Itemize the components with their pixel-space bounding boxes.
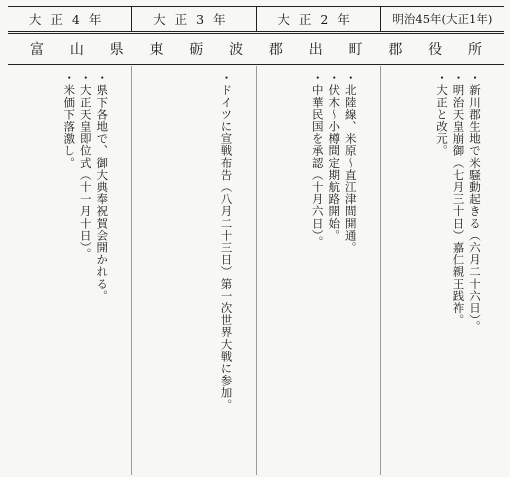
event-item: ・大正と改元。 <box>435 72 449 157</box>
event-item: ・新川郡生地で米騒動起きる（六月二十六日）。 <box>468 72 482 333</box>
event-list <box>217 72 234 411</box>
org-char: 県 <box>109 42 124 58</box>
org-char: 山 <box>69 42 84 58</box>
org-char: 波 <box>229 42 244 58</box>
events-column-meiji-45 <box>380 66 504 475</box>
event-item: ・ドイツに宣戦布告（八月二十三日）第一次世界大戦に参加。 <box>219 72 234 411</box>
events-column-taisho-2 <box>256 66 380 475</box>
org-char: 東 <box>149 42 164 58</box>
year-cell-taisho-3: 大正3年 <box>131 7 255 31</box>
event-item: ・北陸線、米原〜直江津間開通。 <box>343 72 358 254</box>
org-char: 砺 <box>189 42 204 58</box>
chronology-table <box>8 6 504 475</box>
year-cell-taisho-4: 大正4年 <box>28 12 111 27</box>
event-item: ・米価下落激し。 <box>62 72 77 169</box>
event-list <box>308 72 358 254</box>
event-list <box>433 72 483 332</box>
event-item: ・県下各地で、御大典奉祝賀会開かれる。 <box>95 72 110 302</box>
year-cell-taisho-2: 大正2年 <box>256 7 380 31</box>
year-cell-meiji-45: 明治45年(大正1年) <box>380 7 504 31</box>
organization-row <box>8 33 504 65</box>
event-item: ・伏木〜小樽間定期航路開始。 <box>327 72 342 242</box>
event-item: ・大正天皇即位式（十一月十日）。 <box>78 72 93 260</box>
org-char: 役 <box>428 42 443 58</box>
event-item: ・明治天皇崩御（七月三十日）嘉仁親王践祚。 <box>451 72 466 327</box>
org-char: 郡 <box>268 42 283 58</box>
org-char: 所 <box>467 42 482 58</box>
org-char: 出 <box>308 42 323 58</box>
year-header-row <box>8 7 504 32</box>
org-char: 町 <box>348 42 363 58</box>
events-column-taisho-4 <box>8 66 131 475</box>
event-columns <box>8 66 504 475</box>
event-item: ・中華民国を承認（十月六日）。 <box>310 72 325 248</box>
org-char: 富 <box>30 42 44 58</box>
events-column-taisho-3 <box>131 66 255 475</box>
org-char: 郡 <box>388 42 403 58</box>
event-list <box>60 72 110 302</box>
